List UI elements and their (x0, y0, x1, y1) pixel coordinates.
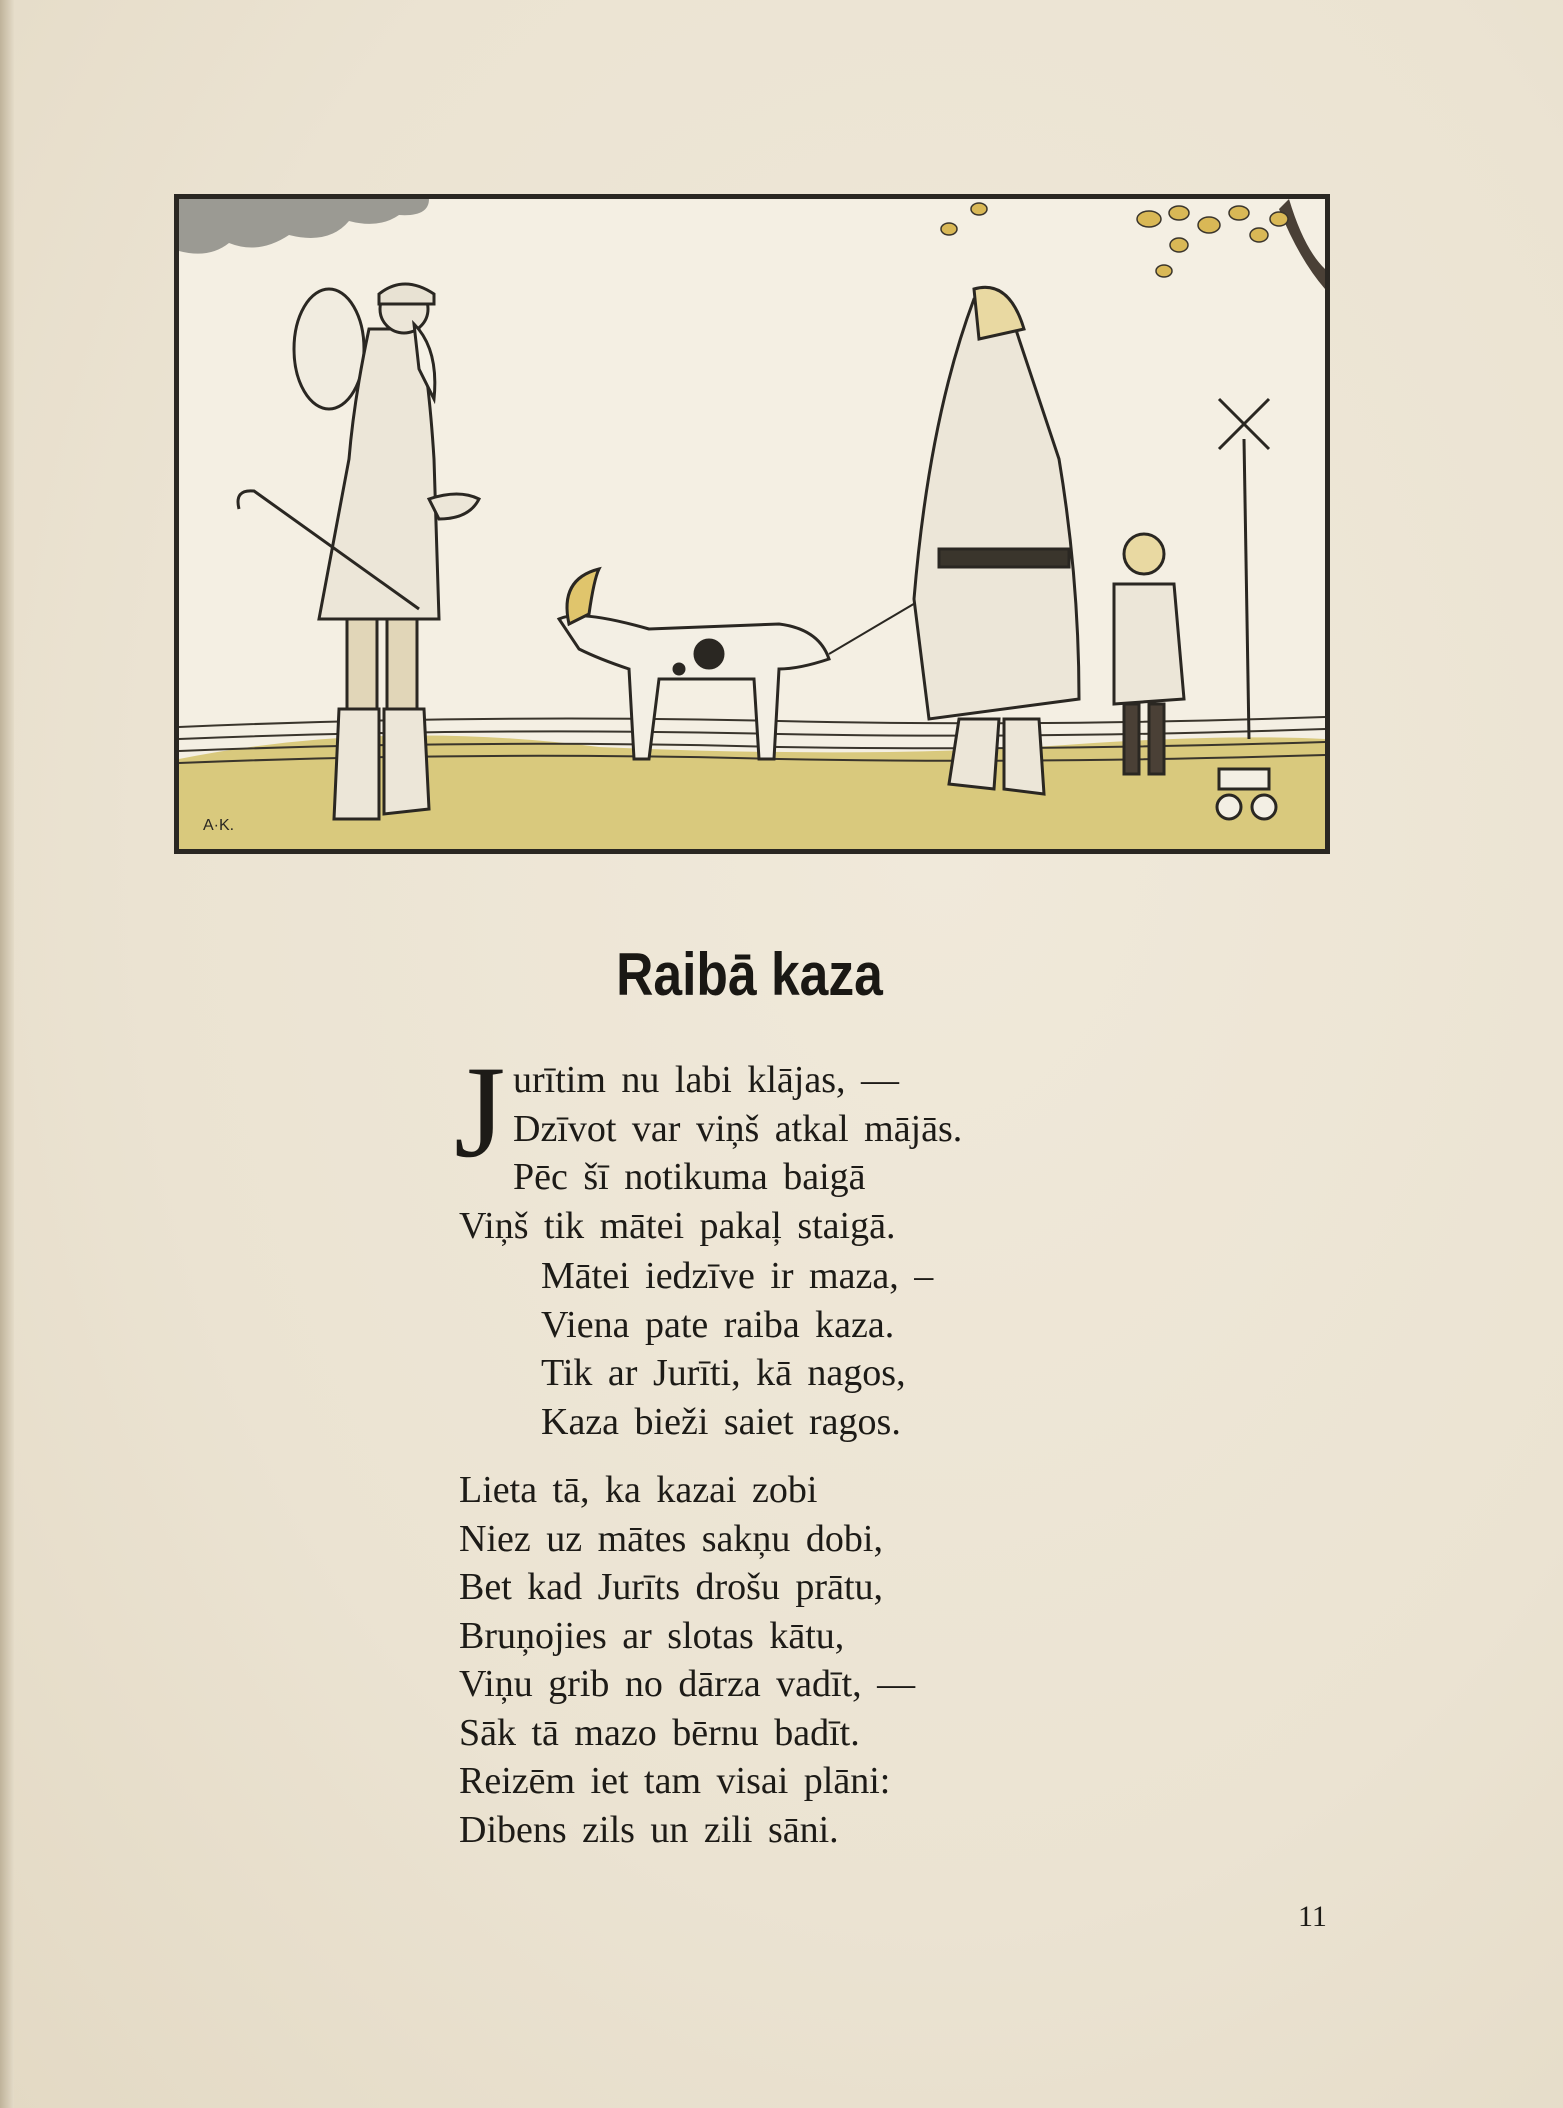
binding-edge (0, 0, 14, 2108)
poem-line: Bruņojies ar slotas kātu, (459, 1614, 845, 1657)
poem-title: Raibā kaza (616, 941, 883, 1008)
poem-line: Niez uz mātes sakņu dobi, (459, 1517, 883, 1560)
stanza-3 (459, 1466, 915, 1854)
poem-line: Lieta tā, ka kazai zobi (459, 1469, 818, 1511)
poem-line: Tik ar Jurīti, kā nagos, (541, 1352, 906, 1394)
poem-line: Reizēm iet tam visai plāni: (459, 1760, 891, 1802)
page-number: 11 (1298, 1900, 1327, 1933)
poem-line: Mātei iedzīve ir maza, – (541, 1255, 934, 1297)
poem-line: Kaza bieži saiet ragos. (541, 1400, 901, 1443)
poem-line: Pēc šī notikuma baigā (513, 1156, 866, 1198)
poem-line: Sāk tā mazo bērnu badīt. (459, 1711, 860, 1754)
illustration-drawing (179, 199, 1325, 849)
poem-line: Dibens zils un zili sāni. (459, 1808, 839, 1851)
poem-line: Bet kad Jurīts drošu prātu, (459, 1566, 884, 1608)
poem-line: Viņu grib no dārza vadīt, — (459, 1663, 916, 1705)
stanza-1 (459, 1056, 962, 1250)
artist-signature: A·K. (203, 817, 235, 834)
poem-line: urītim nu labi klājas, — (513, 1059, 900, 1101)
stanza-2 (541, 1252, 933, 1446)
drop-cap: J (454, 1038, 506, 1185)
poem-line: Dzīvot var viņš atkal mājās. (513, 1107, 963, 1150)
poem-line: Viņš tik mātei pakaļ staigā. (459, 1204, 896, 1247)
poem-line: Viena pate raiba kaza. (541, 1303, 895, 1346)
illustration (174, 194, 1330, 854)
